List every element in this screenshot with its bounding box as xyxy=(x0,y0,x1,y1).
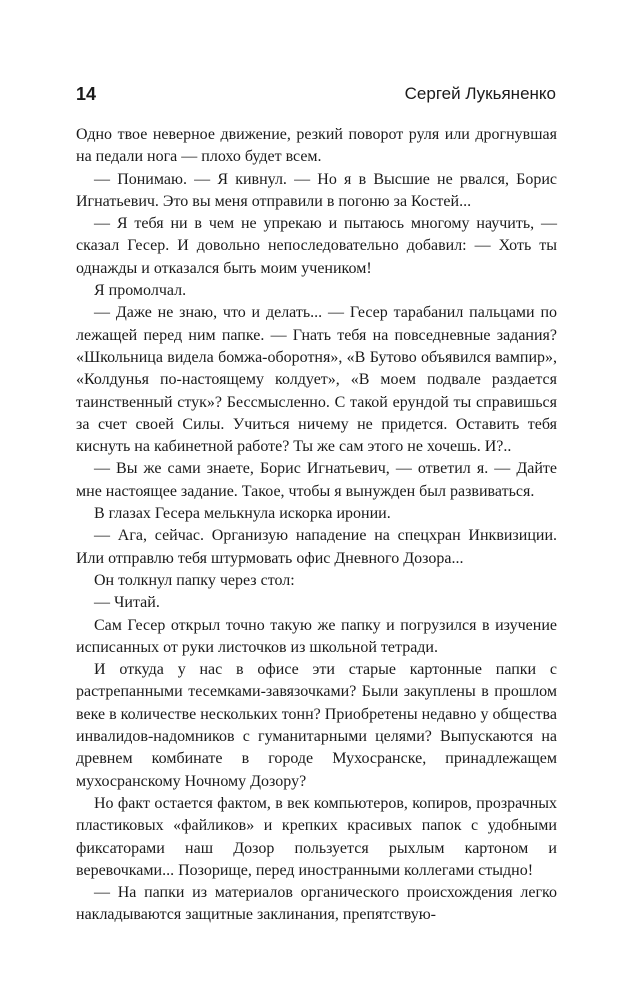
page-number: 14 xyxy=(76,84,97,104)
paragraph: Одно твое неверное движение, резкий поворот руля или дрогнувшая на педали нога — плохо будет всем. xyxy=(76,126,557,166)
running-head-author: Сергей Лукьяненко xyxy=(404,84,556,103)
paragraph: Я промолчал. xyxy=(94,282,187,300)
paragraph: И откуда у нас в офисе эти старые картонные папки с растрепанными тесемками-завязочками? Были закуплены в прошлом веке в количестве нескольких тонн? Приобретены недавно у общества инвалидов-надомников с гуманитарными целями? Выпускаются на древнем комбинате в городе Мухосранске, принадлежащем мухосранскому Ночному Дозору? xyxy=(76,661,557,790)
paragraph: В глазах Гесера мелькнула искорка иронии. xyxy=(94,505,391,523)
paragraph: Он толкнул папку через стол: xyxy=(94,571,295,589)
paragraph: — Понимаю. — Я кивнул. — Но я в Высшие не рвался, Борис Игнатьевич. Это вы меня отправили в погоню за Костей... xyxy=(76,170,557,210)
paragraph: Сам Гесер открыл точно такую же папку и погрузился в изучение исписанных от руки листочков из школьной тетради. xyxy=(76,616,557,656)
paragraph: Но факт остается фактом, в век компьютеров, копиров, прозрачных пластиковых «файликов» и крепких красивых папок с удобными фиксаторами наш Дозор пользуется рыхлым картоном и веревочками... Позорище, перед иностранными коллегами стыдно! xyxy=(76,794,557,879)
paragraph: — Вы же сами знаете, Борис Игнатьевич, — ответил я. — Дайте мне настоящее задание. Такое, чтобы я вынужден был развиваться. xyxy=(76,460,557,500)
paragraph: — На папки из материалов органического происхождения легко накладываются защитные заклинания, препятствую- xyxy=(76,884,557,924)
body-text xyxy=(76,124,557,927)
paragraph: — Ага, сейчас. Организую нападение на спецхран Инквизиции. Или отправлю тебя штурмовать офис Дневного Дозора... xyxy=(76,527,557,567)
paragraph: — Даже не знаю, что и делать... — Гесер тарабанил пальцами по лежащей перед ним папке. — Гнать тебя на повседневные задания? «Школьница видела бомжа-оборотня», «В Бутово объявился вампир», «Колдунья по-настоящему колдует», «В моем подвале раздается таинственный стук»? Бессмысленно. С такой ерундой ты справишься за счет своей Силы. Учиться ничему не придется. Оставить тебя киснуть на кабинетной работе? Ты же сам этого не хочешь. И?.. xyxy=(76,304,557,456)
paragraph: — Я тебя ни в чем не упрекаю и пытаюсь многому научить, — сказал Гесер. И довольно непоследовательно добавил: — Хоть ты однажды и отказался быть моим учеником! xyxy=(76,215,557,277)
paragraph: — Читай. xyxy=(94,594,160,612)
page-header xyxy=(76,83,556,109)
